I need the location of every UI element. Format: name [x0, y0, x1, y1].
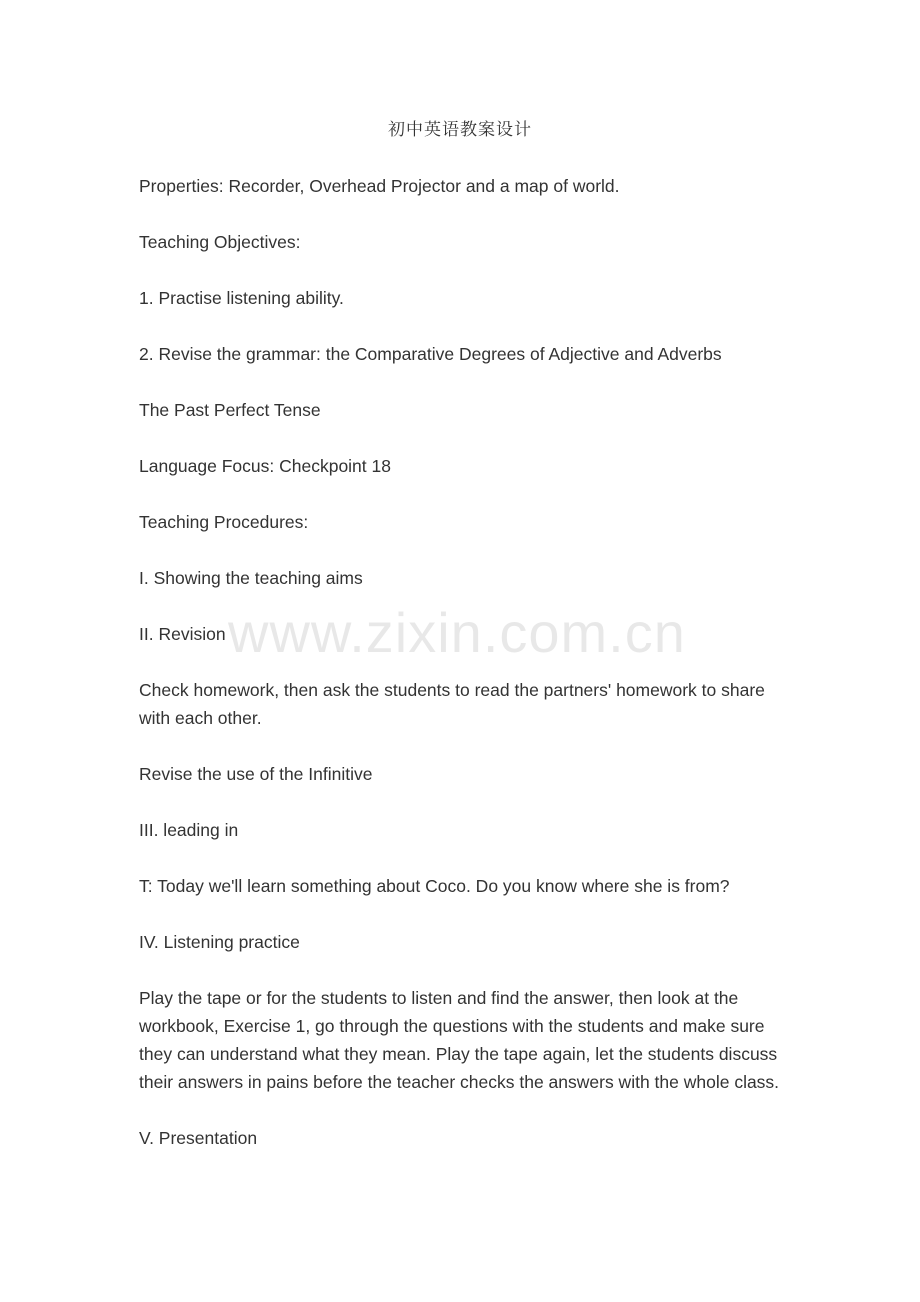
- watermark: www.zixin.com.cn: [228, 601, 686, 664]
- paragraph-step-5: V. Presentation: [139, 1128, 258, 1148]
- paragraph-past-perfect: The Past Perfect Tense: [139, 400, 321, 420]
- document-body: [139, 172, 789, 1180]
- paragraph-objective-2: 2. Revise the grammar: the Comparative Degrees of Adjective and Adverbs: [139, 344, 722, 364]
- paragraph-teaching-objectives-heading: Teaching Objectives:: [139, 232, 301, 252]
- paragraph-language-focus: Language Focus: Checkpoint 18: [139, 456, 391, 476]
- paragraph-coco-question: T: Today we'll learn something about Coco. Do you know where she is from?: [139, 876, 730, 896]
- paragraph-step-4: IV. Listening practice: [139, 932, 300, 952]
- paragraph-check-homework: Check homework, then ask the students to read the partners' homework to share with each other.: [139, 680, 765, 728]
- paragraph-properties: Properties: Recorder, Overhead Projector and a map of world.: [139, 176, 620, 196]
- paragraph-step-3: III. leading in: [139, 820, 239, 840]
- paragraph-objective-1: 1. Practise listening ability.: [139, 288, 344, 308]
- paragraph-teaching-procedures-heading: Teaching Procedures:: [139, 512, 309, 532]
- paragraph-step-1: I. Showing the teaching aims: [139, 568, 363, 588]
- paragraph-revise-infinitive: Revise the use of the Infinitive: [139, 764, 373, 784]
- paragraph-step-2: II. Revision: [139, 624, 226, 644]
- paragraph-listening-instructions: Play the tape or for the students to listen and find the answer, then look at the workbook, Exercise 1, go through the questions with the students and make sure they can understand what they mean. Play the tape again, let the students discuss their answers in pains before the teacher checks the answers with the whole class.: [139, 988, 780, 1092]
- document-title: 初中英语教案设计: [388, 120, 532, 140]
